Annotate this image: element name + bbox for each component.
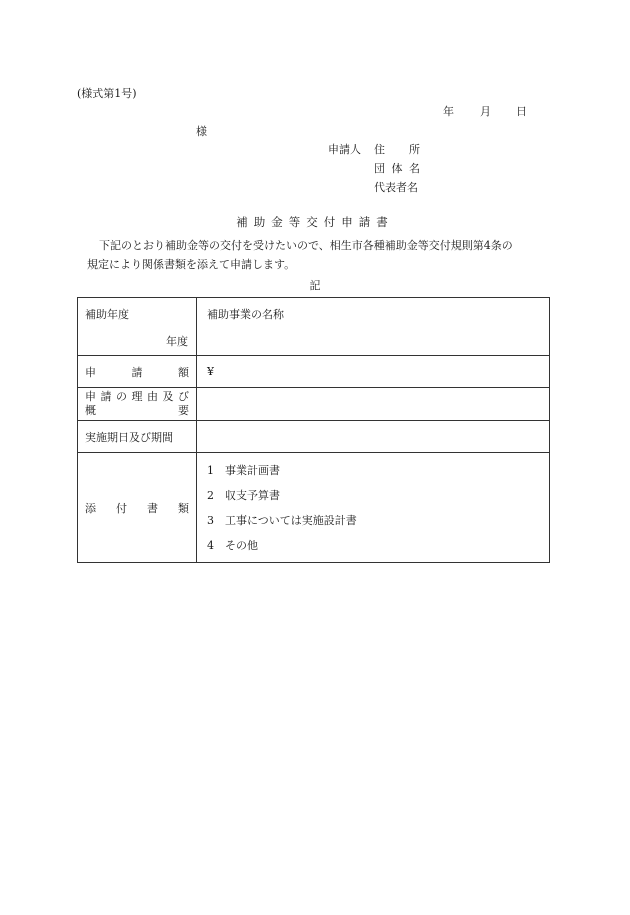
form-number: (様式第1号) — [77, 87, 137, 100]
reason-label-line-2 — [78, 404, 196, 418]
amount-value-cell — [197, 356, 550, 388]
project-name-label: 補助事業の名称 — [207, 308, 284, 321]
ki-mark: 記 — [309, 279, 321, 292]
org-name-char: 団 — [374, 162, 385, 175]
attach-label-char: 添 — [85, 501, 96, 515]
reason-value-cell — [197, 388, 550, 421]
attach-label-char: 付 — [116, 501, 127, 515]
reason-char: の — [116, 390, 127, 403]
attachment-item: 1 事業計画書 — [207, 464, 280, 477]
attachments-row — [78, 453, 550, 563]
org-name-char: 体 — [391, 162, 403, 175]
org-name-char: 名 — [409, 162, 420, 175]
attachments-label — [78, 500, 196, 516]
amount-label-char: 請 — [131, 365, 143, 379]
month-label: 月 — [480, 105, 491, 118]
reason-label-line-1 — [78, 390, 196, 404]
reason-char: 申 — [85, 390, 96, 403]
application-table — [77, 297, 550, 563]
reason-label-cell — [78, 388, 197, 421]
period-row — [78, 421, 550, 453]
period-label: 実施期日及び期間 — [85, 430, 173, 444]
applicant-label: 申請人 — [328, 143, 361, 156]
attachments-list — [207, 462, 549, 553]
reason-char: 理 — [131, 390, 143, 403]
year-label: 年 — [443, 105, 454, 118]
reason-char: 概 — [85, 404, 96, 417]
attachment-item: 3 工事については実施設計書 — [207, 514, 357, 527]
org-name-label — [374, 160, 420, 176]
amount-label-char: 申 — [85, 365, 96, 379]
attachment-item: 2 収支予算書 — [207, 489, 280, 502]
reason-char: び — [178, 390, 189, 403]
address-label-char: 住 — [374, 143, 385, 156]
amount-label-char: 額 — [178, 365, 189, 379]
attachment-item: 4 その他 — [207, 539, 258, 552]
address-label — [374, 141, 420, 157]
reason-char: 及 — [162, 390, 174, 403]
fiscal-year-label: 補助年度 — [85, 308, 129, 321]
fiscal-year-unit: 年度 — [166, 335, 188, 348]
attachments-list-cell — [197, 453, 550, 563]
body-line-2: 規定により関係書類を添えて申請します。 — [87, 258, 296, 271]
amount-label — [78, 364, 196, 380]
period-value-cell — [197, 421, 550, 453]
attach-label-char: 類 — [178, 501, 189, 515]
amount-label-cell — [78, 356, 197, 388]
document-title: 補助金等交付申請書 — [236, 215, 394, 229]
fiscal-year-row — [78, 298, 550, 356]
address-label-char: 所 — [409, 143, 420, 156]
period-label-cell — [78, 421, 197, 453]
reason-char: 由 — [147, 390, 158, 403]
body-line-1: 下記のとおり補助金等の交付を受けたいので、相生市各種補助金等交付規則第4条の — [99, 239, 513, 252]
attachments-label-cell — [78, 453, 197, 563]
yen-sign: ¥ — [207, 365, 214, 378]
reason-char: 請 — [100, 390, 112, 403]
representative-label: 代表者名 — [374, 181, 418, 194]
reason-row — [78, 388, 550, 421]
day-label: 日 — [516, 105, 527, 118]
attach-label-char: 書 — [147, 501, 158, 515]
fiscal-year-cell — [78, 298, 197, 356]
project-name-cell — [197, 298, 550, 356]
reason-char: 要 — [178, 404, 189, 417]
addressee-suffix: 様 — [196, 125, 207, 138]
amount-row — [78, 356, 550, 388]
